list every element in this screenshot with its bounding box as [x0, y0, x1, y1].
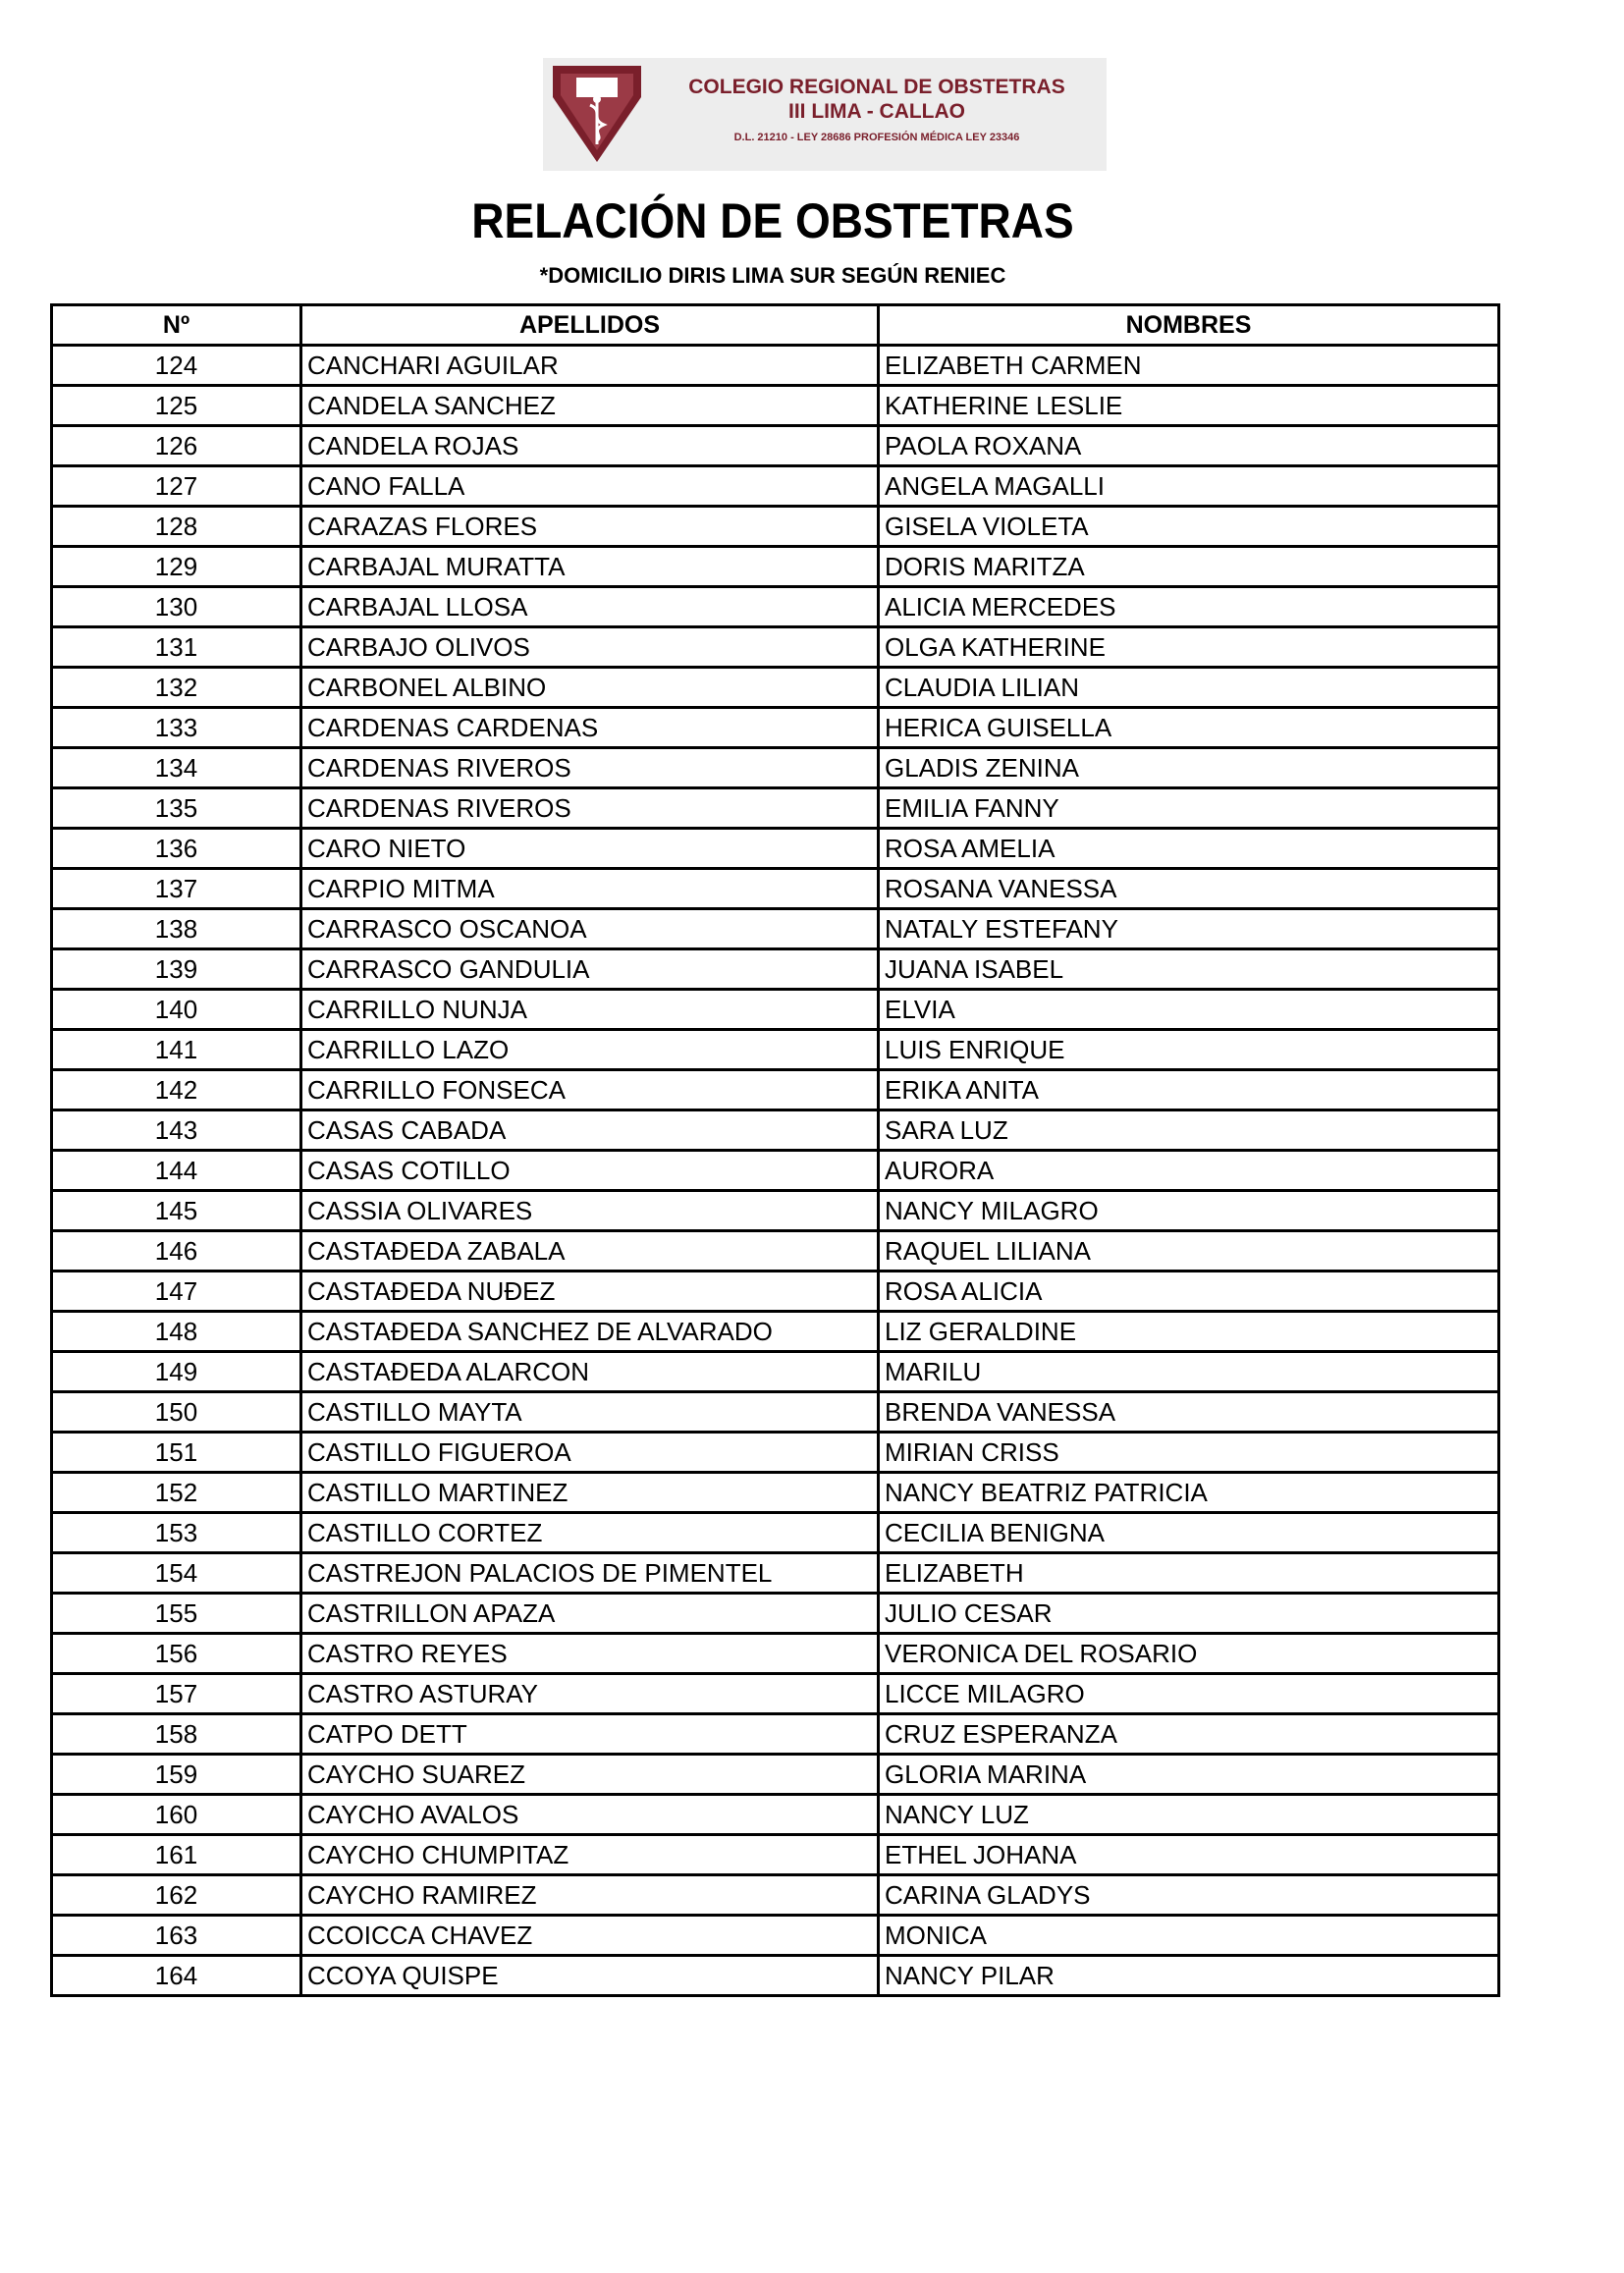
cell-number: 145 — [52, 1191, 301, 1231]
cell-number: 142 — [52, 1070, 301, 1110]
cell-nombres: ETHEL JOHANA — [879, 1835, 1499, 1875]
table-row — [52, 1191, 1499, 1231]
cell-nombres: CARINA GLADYS — [879, 1875, 1499, 1916]
cell-number: 144 — [52, 1151, 301, 1191]
table-row — [52, 1110, 1499, 1151]
cell-number: 131 — [52, 627, 301, 668]
table-row — [52, 829, 1499, 869]
page-title: RELACIÓN DE OBSTETRAS — [471, 193, 1074, 248]
cell-nombres: ELIZABETH CARMEN — [879, 346, 1499, 386]
cell-number: 158 — [52, 1714, 301, 1755]
cell-nombres: NANCY MILAGRO — [879, 1191, 1499, 1231]
table-row — [52, 547, 1499, 587]
cell-apellidos: CARBONEL ALBINO — [301, 668, 879, 708]
cell-apellidos: CANO FALLA — [301, 466, 879, 507]
table-row — [52, 1553, 1499, 1594]
cell-apellidos: CASTILLO MAYTA — [301, 1392, 879, 1433]
cell-nombres: OLGA KATHERINE — [879, 627, 1499, 668]
table-row — [52, 386, 1499, 426]
cell-number: 154 — [52, 1553, 301, 1594]
cell-apellidos: CASTILLO FIGUEROA — [301, 1433, 879, 1473]
cell-number: 137 — [52, 869, 301, 909]
cell-number: 141 — [52, 1030, 301, 1070]
cell-apellidos: CANDELA SANCHEZ — [301, 386, 879, 426]
cell-number: 129 — [52, 547, 301, 587]
cell-apellidos: CCOICCA CHAVEZ — [301, 1916, 879, 1956]
table-row — [52, 507, 1499, 547]
table-row — [52, 1030, 1499, 1070]
cell-apellidos: CARDENAS RIVEROS — [301, 748, 879, 788]
cell-nombres: VERONICA DEL ROSARIO — [879, 1634, 1499, 1674]
cell-apellidos: CASTILLO CORTEZ — [301, 1513, 879, 1553]
cell-apellidos: CARDENAS RIVEROS — [301, 788, 879, 829]
cell-number: 155 — [52, 1594, 301, 1634]
cell-nombres: ELIZABETH — [879, 1553, 1499, 1594]
table-row — [52, 869, 1499, 909]
cell-apellidos: CARBAJAL LLOSA — [301, 587, 879, 627]
college-emblem-icon — [547, 62, 647, 166]
cell-number: 164 — [52, 1956, 301, 1996]
cell-apellidos: CANCHARI AGUILAR — [301, 346, 879, 386]
cell-apellidos: CASAS COTILLO — [301, 1151, 879, 1191]
table-row — [52, 587, 1499, 627]
cell-number: 159 — [52, 1755, 301, 1795]
cell-nombres: ELVIA — [879, 990, 1499, 1030]
cell-nombres: NATALY ESTEFANY — [879, 909, 1499, 949]
table-row — [52, 748, 1499, 788]
cell-apellidos: CARRILLO LAZO — [301, 1030, 879, 1070]
cell-number: 125 — [52, 386, 301, 426]
cell-apellidos: CATPO DETT — [301, 1714, 879, 1755]
column-header-number: Nº — [52, 305, 301, 346]
cell-number: 163 — [52, 1916, 301, 1956]
cell-number: 147 — [52, 1272, 301, 1312]
cell-number: 149 — [52, 1352, 301, 1392]
cell-nombres: NANCY PILAR — [879, 1956, 1499, 1996]
cell-apellidos: CASSIA OLIVARES — [301, 1191, 879, 1231]
logo-line-region: III LIMA - CALLAO — [787, 100, 966, 123]
cell-apellidos: CARRILLO FONSECA — [301, 1070, 879, 1110]
table-row — [52, 1272, 1499, 1312]
cell-apellidos: CASTAĐEDA NUĐEZ — [301, 1272, 879, 1312]
cell-nombres: BRENDA VANESSA — [879, 1392, 1499, 1433]
cell-apellidos: CARPIO MITMA — [301, 869, 879, 909]
cell-number: 157 — [52, 1674, 301, 1714]
table-row — [52, 909, 1499, 949]
obstetras-table — [50, 303, 1500, 1997]
cell-apellidos: CASTAĐEDA ALARCON — [301, 1352, 879, 1392]
cell-nombres: NANCY BEATRIZ PATRICIA — [879, 1473, 1499, 1513]
cell-nombres: DORIS MARITZA — [879, 547, 1499, 587]
cell-nombres: JUANA ISABEL — [879, 949, 1499, 990]
cell-apellidos: CASTRILLON APAZA — [301, 1594, 879, 1634]
table-row — [52, 1674, 1499, 1714]
table-row — [52, 627, 1499, 668]
table-row — [52, 668, 1499, 708]
table-row — [52, 1433, 1499, 1473]
column-header-nombres: NOMBRES — [879, 305, 1499, 346]
logo-line-legal: D.L. 21210 - LEY 28686 PROFESIÓN MÉDICA LEY 23346 — [733, 132, 1020, 143]
table-row — [52, 1392, 1499, 1433]
cell-nombres: HERICA GUISELLA — [879, 708, 1499, 748]
cell-apellidos: CAYCHO SUAREZ — [301, 1755, 879, 1795]
table-row — [52, 1634, 1499, 1674]
cell-number: 140 — [52, 990, 301, 1030]
table-row — [52, 1473, 1499, 1513]
cell-number: 127 — [52, 466, 301, 507]
cell-nombres: MIRIAN CRISS — [879, 1433, 1499, 1473]
cell-apellidos: CARBAJAL MURATTA — [301, 547, 879, 587]
table-row — [52, 466, 1499, 507]
cell-apellidos: CCOYA QUISPE — [301, 1956, 879, 1996]
table-row — [52, 1151, 1499, 1191]
table-row — [52, 1875, 1499, 1916]
table-row — [52, 346, 1499, 386]
cell-number: 133 — [52, 708, 301, 748]
cell-apellidos: CAYCHO AVALOS — [301, 1795, 879, 1835]
cell-apellidos: CASAS CABADA — [301, 1110, 879, 1151]
table-row — [52, 708, 1499, 748]
header-logo-block — [543, 58, 1107, 171]
cell-apellidos: CAYCHO CHUMPITAZ — [301, 1835, 879, 1875]
cell-number: 153 — [52, 1513, 301, 1553]
cell-number: 126 — [52, 426, 301, 466]
cell-nombres: ROSA ALICIA — [879, 1272, 1499, 1312]
cell-number: 134 — [52, 748, 301, 788]
cell-nombres: ALICIA MERCEDES — [879, 587, 1499, 627]
cell-nombres: CLAUDIA LILIAN — [879, 668, 1499, 708]
table-row — [52, 788, 1499, 829]
table-row — [52, 1956, 1499, 1996]
cell-nombres: ANGELA MAGALLI — [879, 466, 1499, 507]
cell-apellidos: CASTREJON PALACIOS DE PIMENTEL — [301, 1553, 879, 1594]
column-header-apellidos: APELLIDOS — [301, 305, 879, 346]
cell-nombres: LUIS ENRIQUE — [879, 1030, 1499, 1070]
cell-number: 148 — [52, 1312, 301, 1352]
table-row — [52, 1312, 1499, 1352]
cell-nombres: PAOLA ROXANA — [879, 426, 1499, 466]
cell-number: 128 — [52, 507, 301, 547]
table-row — [52, 1513, 1499, 1553]
cell-nombres: MARILU — [879, 1352, 1499, 1392]
cell-nombres: CRUZ ESPERANZA — [879, 1714, 1499, 1755]
cell-number: 156 — [52, 1634, 301, 1674]
cell-nombres: MONICA — [879, 1916, 1499, 1956]
cell-nombres: GLADIS ZENINA — [879, 748, 1499, 788]
cell-nombres: NANCY LUZ — [879, 1795, 1499, 1835]
cell-apellidos: CASTAĐEDA SANCHEZ DE ALVARADO — [301, 1312, 879, 1352]
table-row — [52, 1594, 1499, 1634]
page-subtitle: *DOMICILIO DIRIS LIMA SUR SEGÚN RENIEC — [539, 263, 1006, 288]
cell-number: 160 — [52, 1795, 301, 1835]
table-row — [52, 1795, 1499, 1835]
table-row — [52, 1916, 1499, 1956]
table-row — [52, 1835, 1499, 1875]
cell-apellidos: CASTRO REYES — [301, 1634, 879, 1674]
cell-nombres: JULIO CESAR — [879, 1594, 1499, 1634]
cell-nombres: GISELA VIOLETA — [879, 507, 1499, 547]
table-row — [52, 426, 1499, 466]
cell-apellidos: CARO NIETO — [301, 829, 879, 869]
table-row — [52, 990, 1499, 1030]
table-row — [52, 1755, 1499, 1795]
cell-number: 130 — [52, 587, 301, 627]
cell-nombres: ROSANA VANESSA — [879, 869, 1499, 909]
cell-number: 132 — [52, 668, 301, 708]
cell-apellidos: CASTAĐEDA ZABALA — [301, 1231, 879, 1272]
cell-nombres: ROSA AMELIA — [879, 829, 1499, 869]
table-header-row — [52, 305, 1499, 346]
cell-apellidos: CANDELA ROJAS — [301, 426, 879, 466]
cell-nombres: KATHERINE LESLIE — [879, 386, 1499, 426]
cell-nombres: RAQUEL LILIANA — [879, 1231, 1499, 1272]
cell-nombres: GLORIA MARINA — [879, 1755, 1499, 1795]
table-row — [52, 1352, 1499, 1392]
cell-nombres: ERIKA ANITA — [879, 1070, 1499, 1110]
cell-apellidos: CARRASCO OSCANOA — [301, 909, 879, 949]
cell-number: 162 — [52, 1875, 301, 1916]
cell-nombres: LIZ GERALDINE — [879, 1312, 1499, 1352]
cell-apellidos: CASTILLO MARTINEZ — [301, 1473, 879, 1513]
cell-apellidos: CARRILLO NUNJA — [301, 990, 879, 1030]
cell-number: 136 — [52, 829, 301, 869]
cell-number: 124 — [52, 346, 301, 386]
cell-apellidos: CARRASCO GANDULIA — [301, 949, 879, 990]
cell-nombres: LICCE MILAGRO — [879, 1674, 1499, 1714]
table-row — [52, 1231, 1499, 1272]
cell-number: 138 — [52, 909, 301, 949]
cell-apellidos: CARBAJO OLIVOS — [301, 627, 879, 668]
cell-nombres: CECILIA BENIGNA — [879, 1513, 1499, 1553]
table-row — [52, 1070, 1499, 1110]
cell-nombres: SARA LUZ — [879, 1110, 1499, 1151]
cell-number: 146 — [52, 1231, 301, 1272]
table-row — [52, 949, 1499, 990]
cell-apellidos: CASTRO ASTURAY — [301, 1674, 879, 1714]
cell-apellidos: CARAZAS FLORES — [301, 507, 879, 547]
cell-apellidos: CAYCHO RAMIREZ — [301, 1875, 879, 1916]
cell-number: 151 — [52, 1433, 301, 1473]
cell-number: 135 — [52, 788, 301, 829]
cell-number: 161 — [52, 1835, 301, 1875]
cell-number: 139 — [52, 949, 301, 990]
cell-apellidos: CARDENAS CARDENAS — [301, 708, 879, 748]
cell-nombres: AURORA — [879, 1151, 1499, 1191]
logo-line-institution: COLEGIO REGIONAL DE OBSTETRAS — [688, 76, 1065, 98]
cell-number: 152 — [52, 1473, 301, 1513]
table-row — [52, 1714, 1499, 1755]
cell-nombres: EMILIA FANNY — [879, 788, 1499, 829]
cell-number: 150 — [52, 1392, 301, 1433]
cell-number: 143 — [52, 1110, 301, 1151]
